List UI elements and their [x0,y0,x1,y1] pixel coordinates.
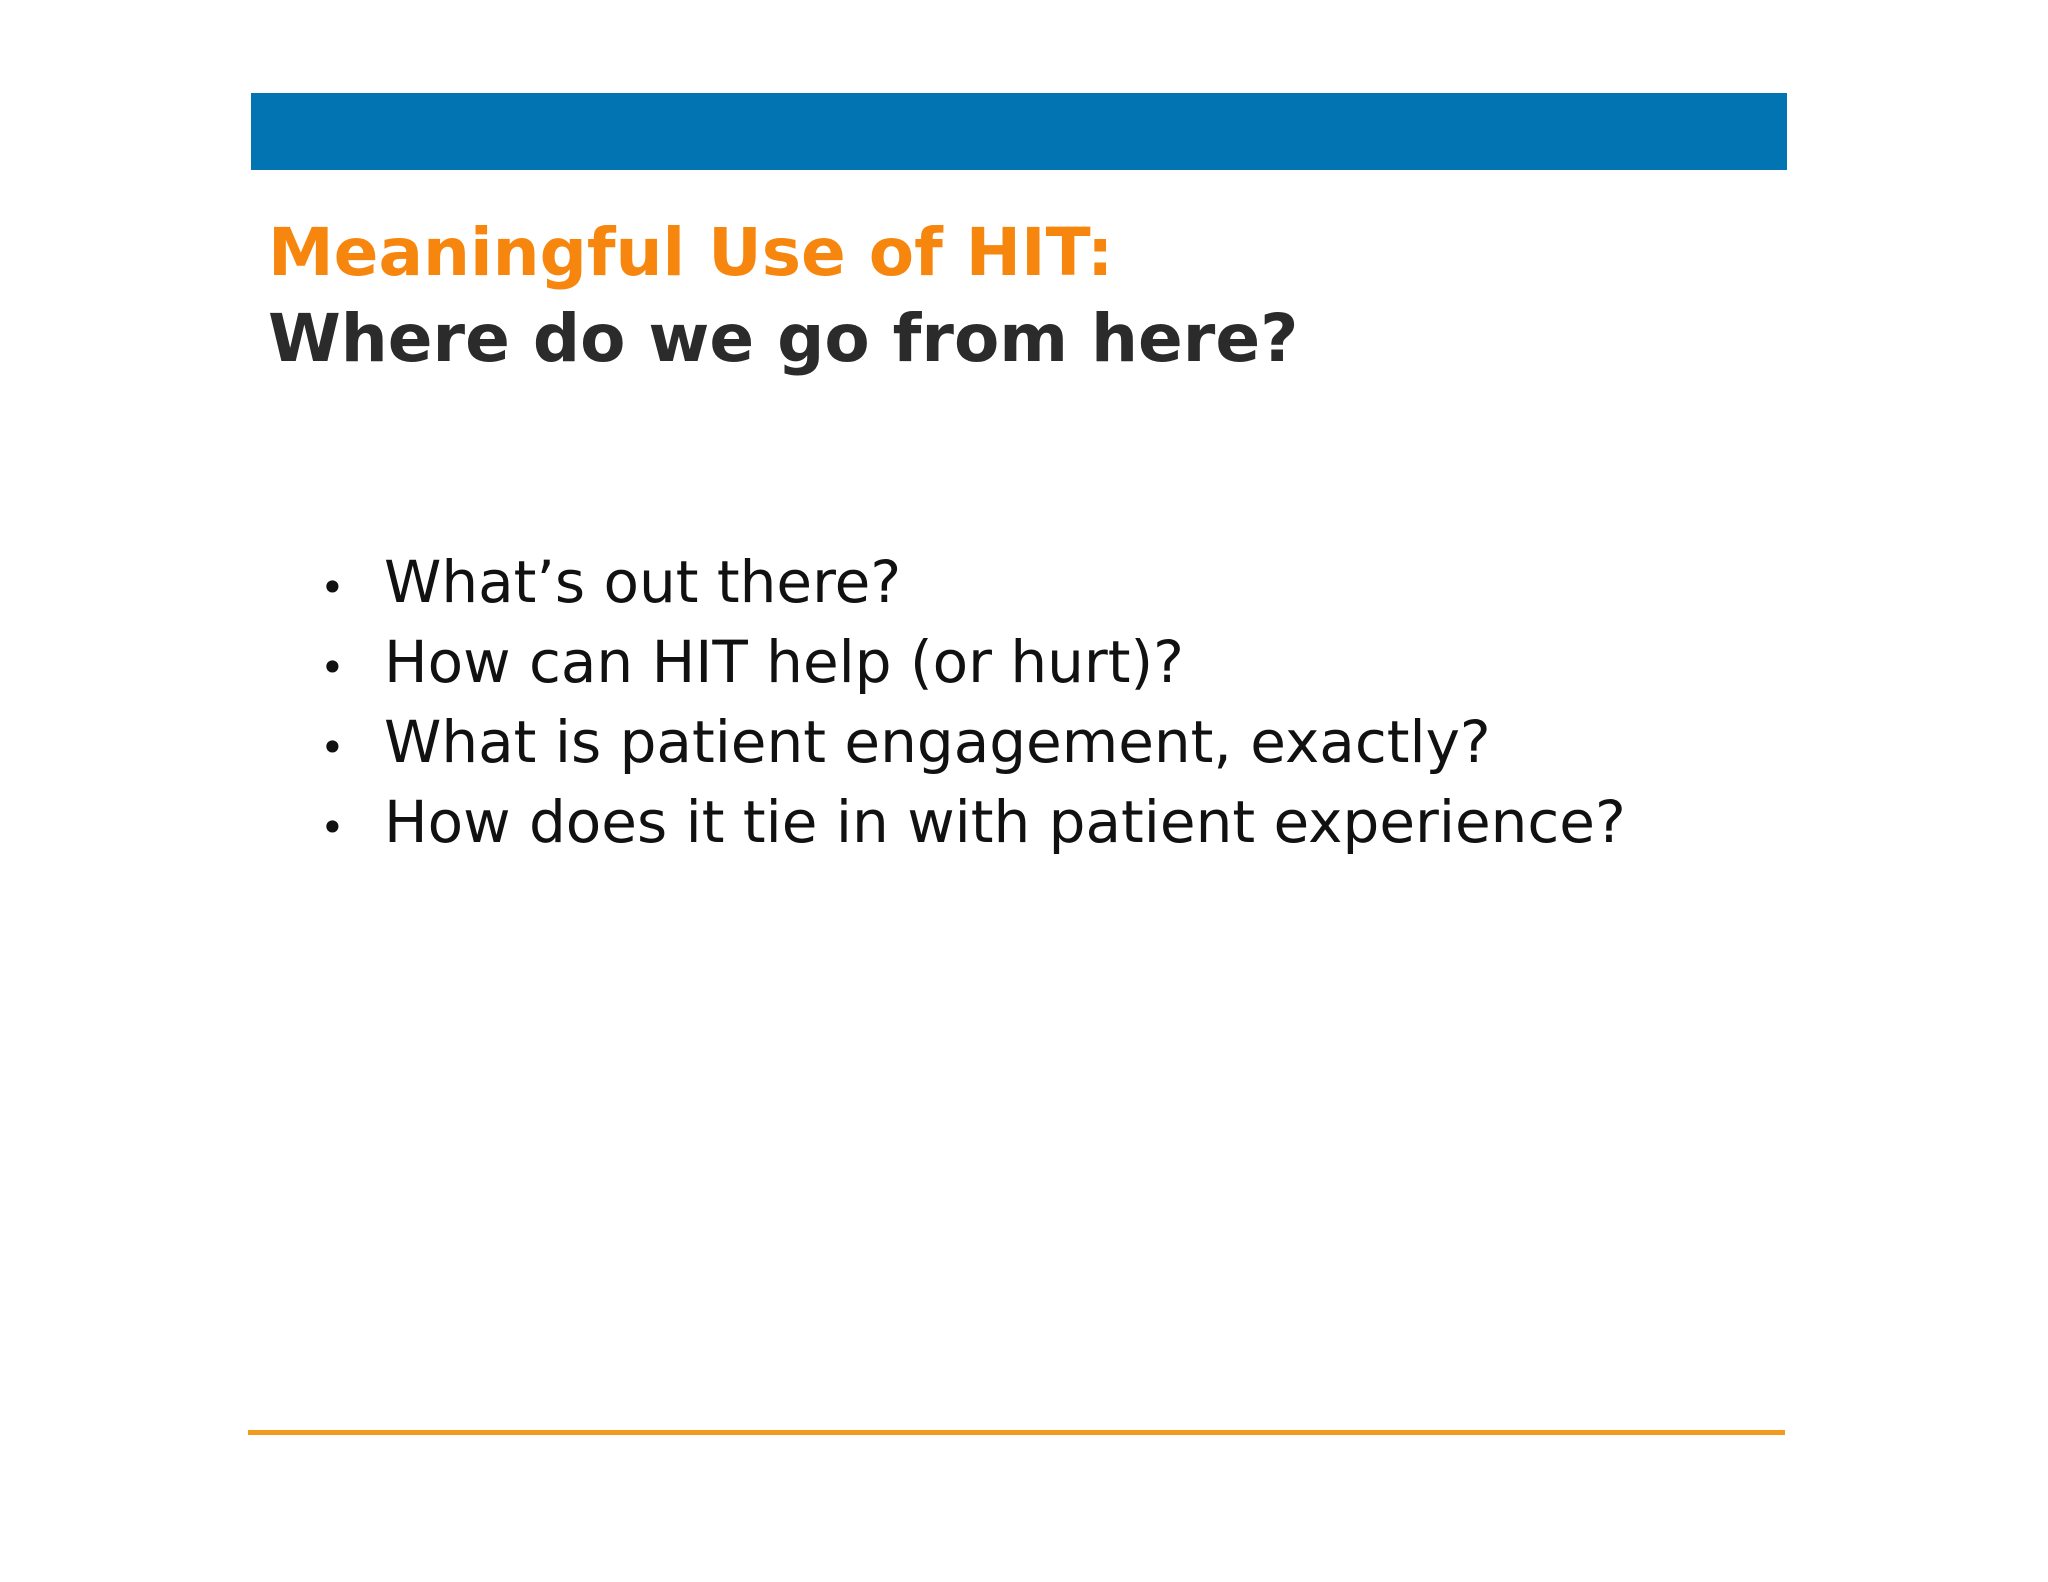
bullet-item [320,625,1780,705]
bullet-text: How does it tie in with patient experience? [384,788,1626,856]
bullet-icon: • [320,803,345,852]
bullet-text: What’s out there? [384,548,902,616]
bullet-item [320,785,1780,865]
slide-title [268,210,1768,382]
title-line-primary: Meaningful Use of HIT: [268,214,1114,291]
bullet-text: What is patient engagement, exactly? [384,708,1491,776]
bullet-item [320,545,1780,625]
bullet-icon: • [320,643,345,692]
bullet-text: How can HIT help (or hurt)? [384,628,1184,696]
footer-divider [248,1430,1785,1435]
bullet-list [320,545,1780,865]
bullet-item [320,705,1780,785]
title-line-secondary: Where do we go from here? [268,300,1299,377]
bullet-icon: • [320,563,345,612]
bullet-icon: • [320,723,345,772]
header-bar [251,93,1787,170]
